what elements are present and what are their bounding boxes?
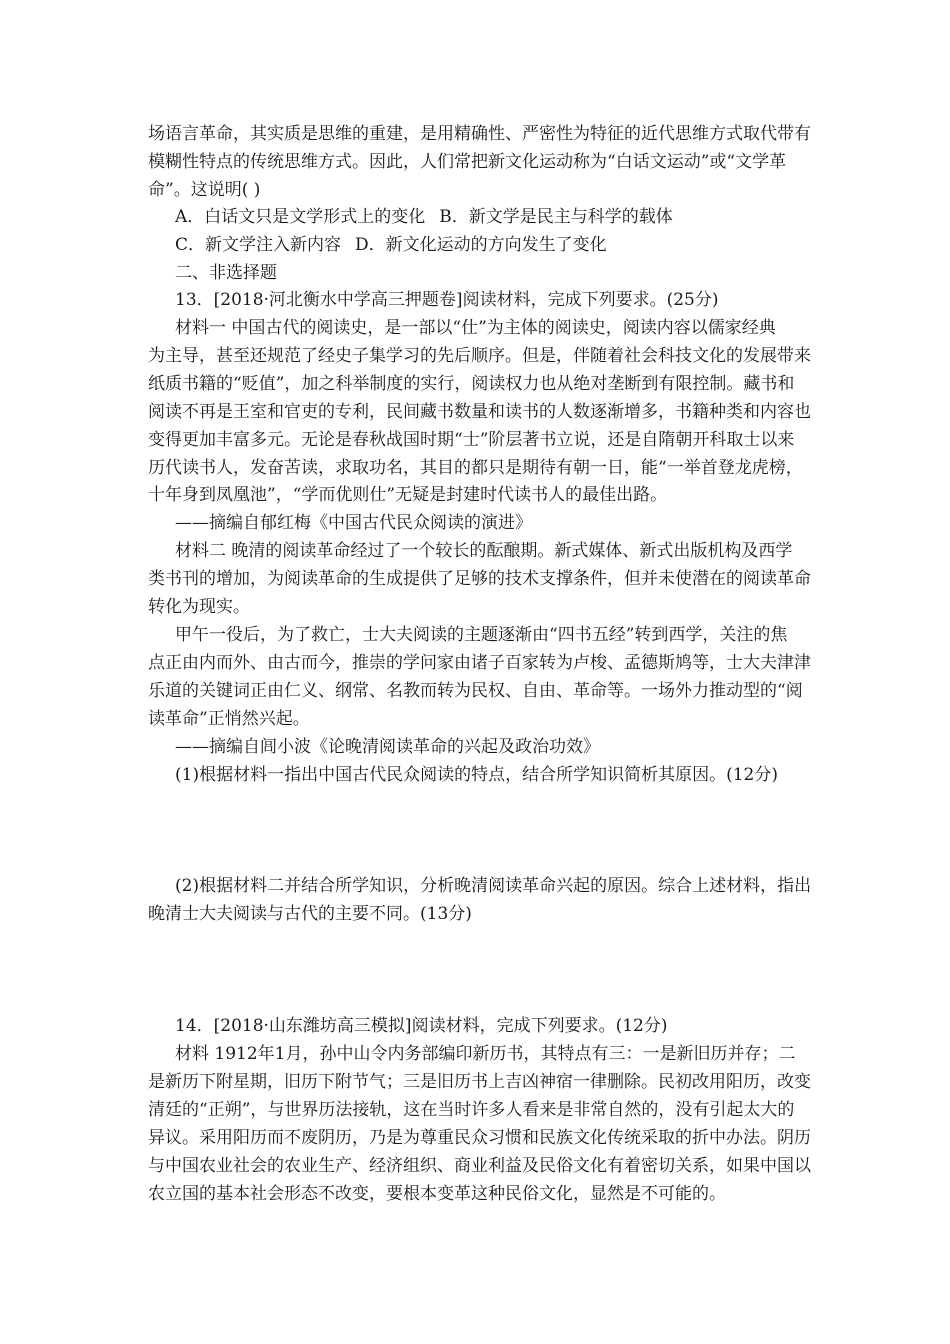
q13-header: 13．[2018·河北衡水中学高三押题卷]阅读材料，完成下列要求。(25分) [175, 290, 719, 310]
q13-material1-line: 纸质书籍的“贬值”，加之科举制度的实行，阅读权力也从绝对垄断到有限控制。藏书和 [148, 374, 795, 394]
q13-source1: ——摘编自郁红梅《中国古代民众阅读的演进》 [175, 513, 532, 533]
q12-text-line: 场语言革命，其实质是思维的重建，是用精确性、严密性为特征的近代思维方式取代带有 [148, 124, 811, 144]
option-c: C．新文学注入新内容 [175, 235, 342, 255]
q12-text-line: 命”。这说明( ) [148, 180, 261, 200]
q14-material-line: 与中国农业社会的农业生产、经济组织、商业利益及民俗文化有着密切关系，如果中国以 [148, 1156, 811, 1176]
q13-material2b-line: 点正由内而外、由古而今，推崇的学问家由诸子百家转为卢梭、孟德斯鸠等，士大夫津津 [148, 653, 811, 673]
section-title: 二、非选择题 [175, 263, 277, 283]
q13-material1-line: 变得更加丰富多元。无论是春秋战国时期“士”阶层著书立说，还是自隋朝开科取士以来 [148, 430, 795, 450]
q13-subquestion-2: (2)根据材料二并结合所学知识，分析晚清阅读革命兴起的原因。综合上述材料，指出 [175, 876, 812, 896]
q13-material2b-line: 甲午一役后，为了救亡，士大夫阅读的主题逐渐由“四书五经”转到西学，关注的焦 [175, 625, 788, 645]
q14-material-line: 农立国的基本社会形态不改变，要根本变革这种民俗文化，显然是不可能的。 [148, 1184, 726, 1204]
q13-material2-line: 类书刊的增加，为阅读革命的生成提供了足够的技术支撑条件，但并未使潜在的阅读革命 [148, 569, 811, 589]
q14-material-line: 材料 1912年1月，孙中山令内务部编印新历书，其特点有三：一是新旧历并存；二 [175, 1044, 796, 1064]
q12-options-row [175, 205, 818, 231]
q13-material1-line: 材料一 中国古代的阅读史，是一部以“仕”为主体的阅读史，阅读内容以儒家经典 [175, 318, 776, 338]
q13-material2b-line: 乐道的关键词正由仁义、纲常、名教而转为民权、自由、革命等。一场外力推动型的“阅 [148, 681, 803, 701]
q13-subquestion-2: 晚清士大夫阅读与古代的主要不同。(13分) [148, 904, 472, 924]
q13-source2: ——摘编自闾小波《论晚清阅读革命的兴起及政治功效》 [175, 737, 600, 757]
q14-material-line: 清廷的“正朔”，与世界历法接轨，这在当时许多人看来是非常自然的，没有引起太大的 [148, 1100, 795, 1120]
q13-material1-line: 为主导，甚至还规范了经史子集学习的先后顺序。但是，伴随着社会科技文化的发展带来 [148, 346, 811, 366]
q13-material1-line: 十年身到凤凰池”，“学而优则仕”无疑是封建时代读书人的最佳出路。 [148, 485, 668, 505]
q13-material1-line: 历代读书人，发奋苦读，求取功名，其目的都只是期待有朝一日，能“一举首登龙虎榜， [148, 458, 803, 478]
q14-header: 14．[2018·山东潍坊高三模拟]阅读材料，完成下列要求。(12分) [175, 1016, 668, 1036]
q13-material2b-line: 读革命”正悄然兴起。 [148, 709, 310, 729]
q13-material2-line: 材料二 晚清的阅读革命经过了一个较长的酝酿期。新式媒体、新式出版机构及西学 [175, 541, 793, 561]
option-a: A．白话文只是文学形式上的变化 [175, 207, 426, 227]
q12-options-row [175, 233, 818, 259]
q13-material2-line: 转化为现实。 [148, 597, 250, 617]
q13-subquestion-1: (1)根据材料一指出中国古代民众阅读的特点，结合所学知识简析其原因。(12分) [175, 765, 778, 785]
q13-material1-line: 阅读不再是王室和官吏的专利，民间藏书数量和读书的人数逐渐增多，书籍种类和内容也 [148, 402, 811, 422]
option-d: D．新文化运动的方向发生了变化 [355, 235, 607, 255]
option-b: B．新文学是民主与科学的载体 [439, 207, 673, 227]
q14-material-line: 异议。采用阳历而不废阴历，乃是为尊重民众习惯和民族文化传统采取的折中办法。阴历 [148, 1128, 811, 1148]
q14-material-line: 是新历下附星期，旧历下附节气；三是旧历书上吉凶神宿一律删除。民初改用阳历，改变 [148, 1072, 811, 1092]
q12-text-line: 模糊性特点的传统思维方式。因此，人们常把新文化运动称为“白话文运动”或“文学革 [148, 152, 787, 172]
